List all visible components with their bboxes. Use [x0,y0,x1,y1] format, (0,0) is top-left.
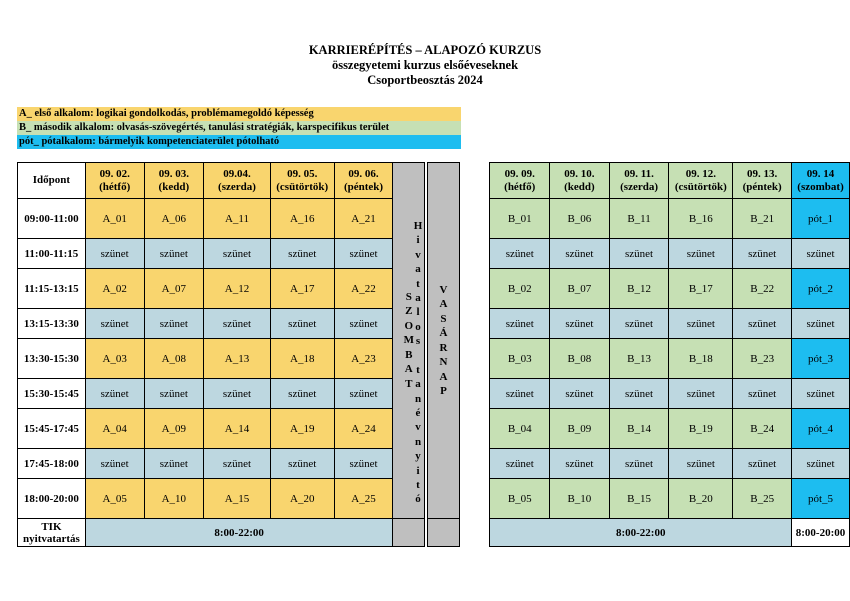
break-cell: szünet [609,239,669,269]
document-subtitle: összegyetemi kurzus elsőéveseknek [331,58,519,72]
group-cell: A_19 [270,409,334,449]
group-cell: B_17 [669,269,733,309]
pot-cell: pót_3 [792,339,850,379]
pot-cell: pót_5 [792,479,850,519]
official-opening-letter: t [416,277,420,290]
group-cell: B_21 [733,199,792,239]
official-opening-letter: n [414,435,422,448]
day-header [490,163,550,199]
column-gap [459,449,490,479]
day-header [733,163,792,199]
day-header [669,163,733,199]
pot-cell: pót_4 [792,409,850,449]
break-cell: szünet [669,449,733,479]
time-slot: 17:45-18:00 [18,449,86,479]
official-opening-letter: é [415,407,421,420]
break-cell: szünet [669,309,733,339]
break-cell: szünet [334,449,393,479]
time-slot: 11:00-11:15 [18,239,86,269]
day-date: 09.04. [223,167,251,180]
weekend-fill [393,519,425,547]
official-opening-letter: i [416,464,420,477]
group-cell: A_07 [144,269,204,309]
break-cell: szünet [204,379,271,409]
group-cell: B_01 [490,199,550,239]
group-cell: B_07 [550,269,610,309]
sunday-column-letter: Á [439,327,448,339]
time-slot: 15:30-15:45 [18,379,86,409]
column-gap [459,239,490,269]
day-header [334,163,393,199]
day-name: (csütörtök) [276,180,329,193]
sunday-column-letter: V [439,283,448,296]
group-cell: A_23 [334,339,393,379]
day-date: 09. 09. [504,167,535,180]
sunday-column [428,163,460,519]
schedule-table [17,162,850,547]
time-slot: 18:00-20:00 [18,479,86,519]
column-gap [459,409,490,449]
break-cell: szünet [669,239,733,269]
break-cell: szünet [270,379,334,409]
column-gap [459,199,490,239]
group-cell: B_08 [550,339,610,379]
day-name: (hétfő) [504,180,536,193]
break-cell: szünet [490,379,550,409]
group-cell: B_22 [733,269,792,309]
legend-a: A_ első alkalom: logikai gondolkodás, problémamegoldó képesség [17,107,461,121]
official-opening-letter: a [415,263,421,276]
official-opening-letter: a [415,378,421,391]
group-cell: A_12 [204,269,271,309]
break-cell: szünet [550,449,610,479]
day-date: 09. 11. [624,167,654,180]
day-name: (péntek) [343,180,384,193]
day-name: (csütörtök) [674,180,727,193]
group-cell: B_16 [669,199,733,239]
day-date: 09. 06. [348,167,379,180]
group-cell: A_10 [144,479,204,519]
document-header [0,43,850,88]
group-cell: B_03 [490,339,550,379]
group-cell: A_09 [144,409,204,449]
time-slot: 15:45-17:45 [18,409,86,449]
official-opening-letter: t [416,363,420,376]
break-cell: szünet [792,239,850,269]
official-opening-letter: n [414,392,422,405]
break-cell: szünet [792,449,850,479]
group-cell: A_18 [270,339,334,379]
day-date: 09. 12. [685,167,716,180]
official-opening-letter: ó [415,493,421,506]
group-cell: B_24 [733,409,792,449]
opening-hours-week2: 8:00-22:00 [490,519,792,547]
group-cell: B_10 [550,479,610,519]
group-cell: B_13 [609,339,669,379]
break-cell: szünet [204,309,271,339]
saturday-column-letter: A [404,363,413,376]
group-cell: A_21 [334,199,393,239]
group-cell: A_25 [334,479,393,519]
group-cell: B_11 [609,199,669,239]
break-cell: szünet [792,309,850,339]
sunday-column-letter: P [440,385,447,397]
group-cell: B_06 [550,199,610,239]
day-name: (kedd) [158,180,190,193]
break-cell: szünet [334,309,393,339]
day-name: (szerda) [218,180,256,193]
column-gap [459,269,490,309]
break-cell: szünet [270,309,334,339]
saturday-column-letter: O [404,319,414,332]
day-header [204,163,271,199]
official-opening-letter [408,349,428,363]
break-cell: szünet [85,449,144,479]
break-cell: szünet [733,379,792,409]
group-cell: B_23 [733,339,792,379]
day-header [270,163,334,199]
tik-opening-label [18,519,86,547]
day-header [792,163,850,199]
break-cell: szünet [490,309,550,339]
group-cell: A_06 [144,199,204,239]
official-opening-letter: H [413,220,423,232]
break-cell: szünet [334,239,393,269]
break-cell: szünet [490,239,550,269]
sunday-column-letter: N [439,356,448,368]
break-cell: szünet [550,309,610,339]
break-cell: szünet [609,309,669,339]
day-name: (kedd) [564,180,595,193]
group-cell: A_13 [204,339,271,379]
break-cell: szünet [85,379,144,409]
saturday-column-letter: T [405,377,413,390]
day-name: (péntek) [742,180,782,193]
column-gap [459,479,490,519]
group-cell: B_15 [609,479,669,519]
legend-pot: pót_ pótalkalom: bármelyik kompetenciaterület pótolható [17,135,461,149]
day-name: (hétfő) [99,180,131,193]
header-row [18,163,850,199]
group-cell: A_01 [85,199,144,239]
day-name: (szerda) [620,180,658,193]
group-cell: A_16 [270,199,334,239]
group-cell: B_18 [669,339,733,379]
group-cell: A_17 [270,269,334,309]
break-cell: szünet [792,379,850,409]
opening-hours-row [18,519,850,547]
column-gap [459,309,490,339]
saturday-column-letter: B [405,348,413,361]
saturday-column-letter: Z [405,305,413,318]
break-cell: szünet [550,239,610,269]
group-cell: B_05 [490,479,550,519]
group-cell: B_04 [490,409,550,449]
group-cell: A_24 [334,409,393,449]
break-cell: szünet [669,379,733,409]
document-group-title: Csoportbeosztás 2024 [367,73,483,87]
day-date: 09. 13. [747,167,778,180]
official-opening-letter: a [415,291,421,304]
saturday-column-letter: M [403,334,414,347]
time-header: Időpont [18,163,86,199]
break-cell: szünet [85,239,144,269]
day-header [85,163,144,199]
break-cell: szünet [733,449,792,479]
opening-hours-week1: 8:00-22:00 [85,519,393,547]
group-cell: B_14 [609,409,669,449]
day-date: 09. 05. [287,167,318,180]
break-cell: szünet [733,239,792,269]
group-cell: B_12 [609,269,669,309]
tik-label: TIK [41,520,62,533]
document-title: KARRIERÉPÍTÉS – ALAPOZÓ KURZUS [308,43,542,57]
group-cell: A_11 [204,199,271,239]
group-cell: B_09 [550,409,610,449]
weekend-fill [428,519,460,547]
group-cell: A_04 [85,409,144,449]
day-header [550,163,610,199]
break-cell: szünet [550,379,610,409]
sunday-column-letter: S [440,312,447,325]
break-cell: szünet [270,449,334,479]
group-cell: B_25 [733,479,792,519]
break-cell: szünet [204,239,271,269]
day-date: 09. 03. [158,167,189,180]
day-date: 09. 14 [806,167,835,180]
break-cell: szünet [85,309,144,339]
group-cell: A_02 [85,269,144,309]
official-opening-vertical-text [408,219,428,507]
saturday-column-letter: S [405,290,412,303]
break-cell: szünet [270,239,334,269]
official-opening-letter: s [415,335,421,348]
break-cell: szünet [334,379,393,409]
official-opening-letter: y [415,450,421,463]
time-slot: 09:00-11:00 [18,199,86,239]
group-cell: A_14 [204,409,271,449]
official-opening-letter: v [415,248,421,261]
sunday-column-letter: A [439,298,448,310]
group-cell: B_02 [490,269,550,309]
day-name: (szombat) [797,180,844,193]
day-date: 09. 02. [99,167,130,180]
break-cell: szünet [204,449,271,479]
sunday-column-letter: R [439,341,448,354]
official-opening-letter: t [416,479,420,492]
day-header [609,163,669,199]
tik-sublabel: nyitvatartás [23,532,80,545]
official-opening-letter: l [416,306,420,319]
pot-cell: pót_1 [792,199,850,239]
official-opening-letter: v [415,421,421,434]
group-cell: B_20 [669,479,733,519]
group-cell: A_08 [144,339,204,379]
group-cell: B_19 [669,409,733,449]
break-cell: szünet [609,449,669,479]
sunday-column-letter: A [439,370,448,383]
break-cell: szünet [144,239,204,269]
break-cell: szünet [144,309,204,339]
time-slot: 13:30-15:30 [18,339,86,379]
break-cell: szünet [733,309,792,339]
group-cell: A_22 [334,269,393,309]
time-slot: 11:15-13:15 [18,269,86,309]
day-date: 09. 10. [564,167,595,180]
time-slot: 13:15-13:30 [18,309,86,339]
group-cell: A_15 [204,479,271,519]
legend-b: B_ második alkalom: olvasás-szövegértés, tanulási stratégiák, karspecifikus terület [17,121,461,135]
official-opening-letter: i [416,234,420,247]
column-gap [459,519,490,547]
opening-hours-saturday: 8:00-20:00 [792,519,850,547]
group-cell: A_03 [85,339,144,379]
column-gap [459,379,490,409]
column-gap [459,163,490,199]
break-cell: szünet [144,449,204,479]
break-cell: szünet [144,379,204,409]
official-opening-letter: o [415,320,421,333]
group-cell: A_20 [270,479,334,519]
day-header [144,163,204,199]
break-cell: szünet [490,449,550,479]
group-cell: A_05 [85,479,144,519]
break-cell: szünet [609,379,669,409]
pot-cell: pót_2 [792,269,850,309]
column-gap [459,339,490,379]
